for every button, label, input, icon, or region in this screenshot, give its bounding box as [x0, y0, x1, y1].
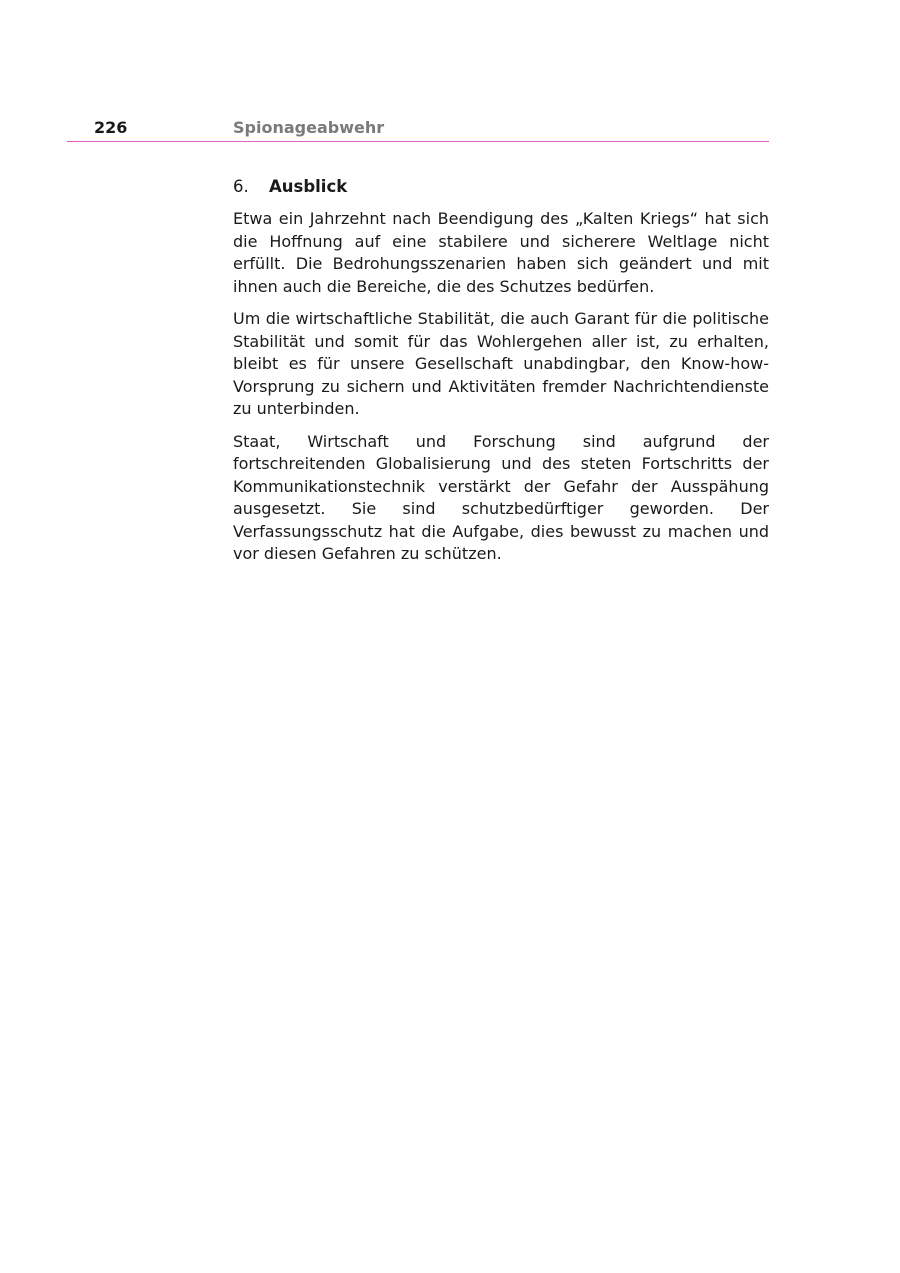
- running-head: Spionageabwehr: [233, 118, 385, 137]
- section-number: 6.: [233, 177, 249, 196]
- paragraph-2: Um die wirtschaftliche Stabilität, die auch Garant für die politische Stabilität und somit für das Wohlergehen aller ist, zu erhalten, bleibt es für unsere Gesellschaft unabdingbar, den Know-how-Vorsprung zu sichern und Aktivitäten fremder Nachrichtendienste zu unterbinden.: [233, 309, 769, 418]
- section-title: Ausblick: [269, 177, 348, 196]
- paragraph-3: Staat, Wirtschaft und Forschung sind aufgrund der fortschreitenden Globalisierung und des steten Fortschritts der Kommunikationstechnik verstärkt der Gefahr der Ausspähung ausgesetzt. Sie sind schutzbedürftiger geworden. Der Verfassungsschutz hat die Aufgabe, dies bewusst zu machen und vor diesen Gefahren zu schützen.: [233, 431, 769, 563]
- main-content: [233, 176, 769, 576]
- page-number: 226: [94, 118, 128, 137]
- section-heading: [233, 176, 769, 198]
- header-rule: [67, 141, 769, 142]
- paragraph-1: Etwa ein Jahrzehnt nach Beendigung des „Kalten Kriegs“ hat sich die Hoffnung auf eine stabilere und sicherere Weltlage nicht erfüllt. Die Bedrohungsszenarien haben sich geändert und mit ihnen auch die Bereiche, die des Schutzes bedürfen.: [233, 209, 769, 296]
